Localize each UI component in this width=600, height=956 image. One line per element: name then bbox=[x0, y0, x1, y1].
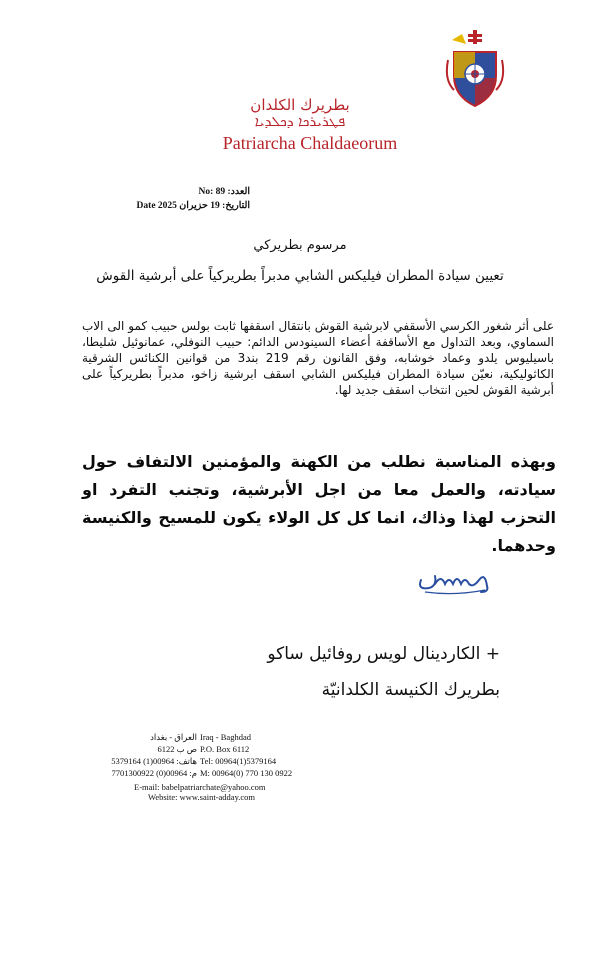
handwritten-paragraph: وبهذه المناسبة نطلب من الكهنة والمؤمنين الالتفاف حول سيادته، والعمل معا من اجل الأبرشية، وتجنب التفرد او التحزب لهذا وذاك، انما كل كل الولاء يكون للمسيح والكنيسة وحدهما. bbox=[82, 452, 556, 555]
footer-contact-english bbox=[200, 731, 340, 779]
footer-line: Iraq - Baghdad bbox=[200, 732, 251, 742]
footer-line: م: 00964(0) 7701300922 bbox=[111, 768, 197, 778]
decree-body-paragraph: على أثر شغور الكرسي الأسقفي لابرشية القوش بانتقال اسقفها ثابت بولس حبيب كمو الى الاب السماوي، وبعد التداول مع الأساقفة أعضاء السينودس الدائم: حبيب النوفلي، عمانوئيل شليطا، باسيليوس يلدو وعماد خوشابه، وفق القانون رقم 219 بند3 من قوانين الكنائس الشرقية الكاثوليكية، نعيّن سيادة المطران فيليكس الشابي اسقف ابرشية زاخو، مدبراً بطريركياً على أبرشية القوش لحين انتخاب اسقف جديد لها. bbox=[82, 319, 555, 397]
reference-date: التاريخ: 19 حزيران 2025 Date bbox=[136, 201, 250, 211]
footer-line: Tel: 00964(1)5379164 bbox=[200, 756, 277, 766]
footer-website: Website: www.saint-adday.com bbox=[148, 792, 256, 802]
footer-line: العراق - بغداد bbox=[150, 732, 197, 742]
footer-line: ص ب 6122 bbox=[157, 744, 197, 754]
footer-line: P.O. Box 6112 bbox=[200, 744, 250, 754]
footer-email: E-mail: babelpatriarchate@yahoo.com bbox=[134, 782, 266, 792]
reference-number: العدد: 89 :No bbox=[198, 187, 250, 197]
header-syriac-name: ܦܛܪܝܪܟܐ ܕܟܠܕܝܐ bbox=[254, 114, 346, 130]
footer-contact-arabic bbox=[95, 731, 197, 779]
patriarchal-coat-of-arms-icon bbox=[444, 30, 506, 110]
handwritten-signature bbox=[415, 562, 495, 596]
decree-subject: تعيين سيادة المطران فيليكس الشابي مدبراً بطريركياً على أبرشية القوش bbox=[96, 268, 504, 284]
signer-name: + الكاردينال لويس روفائيل ساكو bbox=[267, 644, 500, 664]
decree-title: مرسوم بطريركي bbox=[253, 238, 347, 253]
header-latin-name: Patriarcha Chaldaeorum bbox=[222, 133, 398, 153]
header-arabic-name: بطريرك الكلدان bbox=[250, 96, 350, 114]
footer-line: M: 00964(0) 770 130 0922 bbox=[200, 768, 293, 778]
footer-line: هاتف: 00964(1) 5379164 bbox=[111, 756, 197, 766]
signer-title: بطريرك الكنيسة الكلدانيّة bbox=[321, 680, 500, 700]
